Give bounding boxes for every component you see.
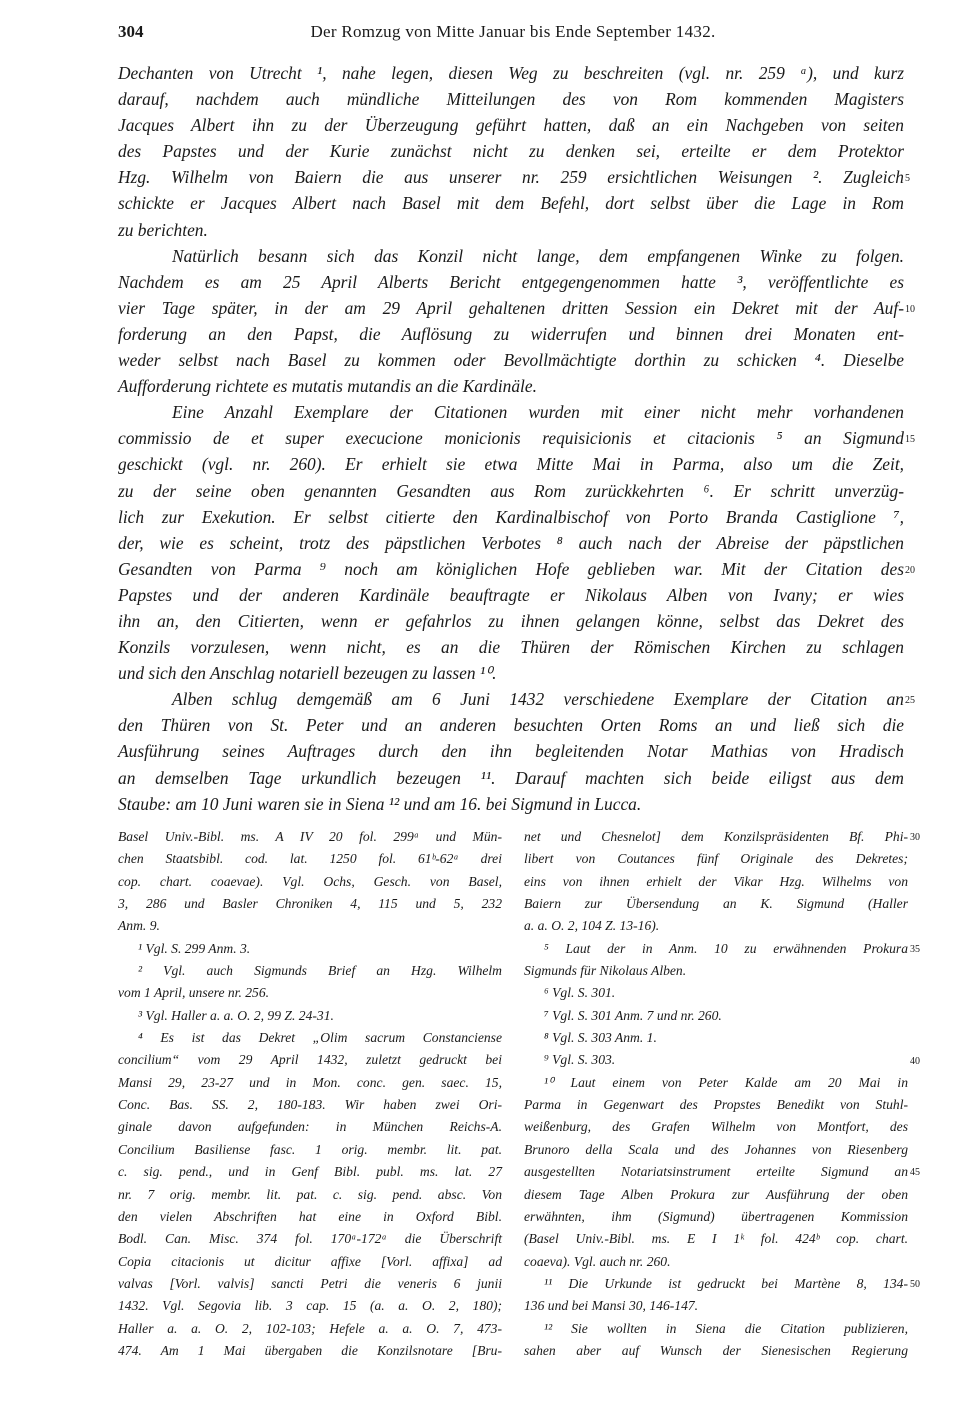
text-line: den Thüren von St. Peter und an anderen besuchten Orten Roms an und ließ sich die [118,715,904,736]
footnote-line: chen Staatsbibl. cod. lat. 1250 fol. 61ᵇ-62ᵃ drei [118,851,502,867]
footnote-line: Mansi 29, 23-27 und in Mon. conc. gen. saec. 15, [118,1074,502,1090]
footnote-line: 474. Am 1 Mai übergaben die Konzilsnotare [Bru- [118,1342,502,1358]
text-line: Staube: am 10 Juni waren sie in Siena ¹² und am 16. bei Sigmund in Lucca. [118,793,642,814]
text-line: forderung an den Papst, die Auflösung zu widerrufen und binnen drei Monaten ent- [118,323,904,344]
footnote-line: Brunoro della Scala und des Johannes von Riesenberg [524,1141,908,1157]
footnote-line: Bodl. Can. Misc. 374 fol. 170ᵃ-172ᵃ die Überschrift [118,1231,502,1247]
text-line: Eine Anzahl Exemplare der Citationen wurden mit einer nicht mehr vorhandenen [172,402,904,423]
text-line: Gesandten von Parma ⁹ noch am königlichen Hofe geblieben war. Mit der Citation des [118,558,904,579]
running-header [118,22,908,46]
footnote-line: ¹¹ Die Urkunde ist gedruckt bei Martène 8, 134- [544,1275,908,1291]
footnote-line: c. sig. pend., und in Genf Bibl. publ. ms. lat. 27 [118,1164,502,1180]
line-number: 25 [905,695,915,707]
footnotes-right-column [524,826,908,1362]
footnote-line: vom 1 April, unsere nr. 256. [118,985,270,1001]
footnote-line: 136 und bei Mansi 30, 146-147. [524,1298,699,1314]
footnote-line: erwähnten, ihm (Sigmund) übertragenen Kommission [524,1208,908,1224]
footnote-line: ⁹ Vgl. S. 303. [544,1052,616,1068]
text-line: zu der seine oben genannten Gesandten aus Rom zurückkehrten ⁶. Er schritt unverzüg- [118,480,904,501]
footnote-line: Parma in Gegenwart des Propstes Benedikt von Stuhl- [524,1097,908,1113]
line-number: 5 [905,173,910,185]
line-number: 30 [910,832,920,843]
line-number: 40 [910,1055,920,1067]
text-line: vier Tage später, in der am 29 April gehaltenen dritten Session ein Dekret mit der Auf- [118,297,904,318]
line-number: 10 [905,303,915,315]
footnote-line: Sigmunds für Nikolaus Alben. [524,963,687,979]
text-line: Natürlich besann sich das Konzil nicht lange, dem empfangenen Winke zu folgen. [172,245,904,266]
footnote-line: Copia citacionis ut dicitur affixe [Vorl. affixa] ad [118,1253,502,1269]
running-title: Der Romzug von Mitte Januar bis Ende September 1432. [310,22,716,41]
text-line: schickte er Jacques Albert nach Basel mit dem Befehl, dort selbst über die Lage in Rom [118,193,904,214]
footnote-line: eins von ihnen erhielt der Vikar Hzg. Wilhelms von [524,873,908,889]
footnote-line: ⁶ Vgl. S. 301. [544,985,616,1001]
footnote-line: concilium“ vom 29 April 1432, zuletzt gedruckt bei [118,1052,502,1068]
text-line: ihn an, den Citierten, wenn er gefahrlos zu ihnen gelangen könne, selbst das Dekret des [118,610,904,631]
footnote-line: Conc. Bas. SS. 2, 180-183. Wir haben zwei Ori- [118,1097,502,1113]
text-line: und sich den Anschlag notariell bezeugen zu lassen ¹⁰. [118,663,497,684]
footnote-line: (Basel Univ.-Bibl. ms. E I 1ᵏ fol. 424ᵇ cop. chart. [524,1231,908,1247]
line-number: 20 [905,564,915,576]
footnote-line: 3, 286 und Basler Chroniken 4, 115 und 5, 232 [118,896,502,912]
footnote-line: Basel Univ.-Bibl. ms. A IV 20 fol. 299ᵃ und Mün- [118,829,502,844]
footnote-line: ¹ Vgl. S. 299 Anm. 3. [138,940,251,956]
line-number: 50 [910,1279,920,1290]
footnote-line: ¹² Sie wollten in Siena die Citation publizieren, [544,1320,908,1336]
footnote-line: weißenburg, des Grafen Wilhelm von Montfort, des [524,1119,908,1135]
footnote-line: cop. chart. coaevae). Vgl. Ochs, Gesch. von Basel, [118,873,502,889]
footnote-line: ⁵ Laut der in Anm. 10 zu erwähnenden Prokura [544,940,908,956]
footnote-line: coaeva). Vgl. auch nr. 260. [524,1253,671,1269]
text-line: zu berichten. [118,219,208,240]
footnote-line: libert von Coutances fünf Originale des Dekretes; [524,851,908,867]
text-line: an demselben Tage urkundlich bezeugen ¹¹. Darauf machten sich beide eiligst aus dem [118,767,904,788]
footnote-line: ⁴ Es ist das Dekret „Olim sacrum Constanciense [138,1030,502,1046]
footnote-line: ² Vgl. auch Sigmunds Brief an Hzg. Wilhelm [138,963,502,979]
text-line: Jacques Albert ihn zu der Überzeugung geführt hatten, daß an ein Nachgeben von seiten [118,115,904,136]
footnote-line: 1432. Vgl. Segovia lib. 3 cap. 15 (a. a. O. 2, 180); [118,1298,502,1314]
text-line: Aufforderung richtete es mutatis mutandis an die Kardinäle. [118,376,537,397]
line-number: 15 [905,434,915,446]
text-line: lich zur Exekution. Er selbst citierte den Kardinalbischof von Porto Branda Castiglione ⁷, [118,506,904,527]
text-line: Alben schlug demgemäß am 6 Juni 1432 verschiedene Exemplare der Citation an [172,689,904,710]
footnote-line: sahen aber auf Wunsch der Sienesischen Regierung [524,1342,908,1358]
main-text [118,60,904,817]
footnote-line: ¹⁰ Laut einem von Peter Kalde am 20 Mai in [544,1074,908,1090]
line-number: 35 [910,943,920,955]
footnote-line: valvas [Vorl. valvis] sancti Petri die veneris 6 junii [118,1275,502,1291]
footnote-line: nr. 7 orig. membr. lit. pat. c. sig. pend. absc. Von [118,1186,502,1202]
text-line: Nachdem es am 25 April Alberts Bericht entgegengenommen hatte ³, veröffentlichte es [118,271,904,292]
footnote-line: Baiern zur Übersendung an K. Sigmund (Haller [524,896,908,912]
footnote-line: net und Chesnelot] dem Konzilspräsidenten Bf. Phi- [524,829,908,844]
text-line: weder selbst nach Basel zu kommen oder Bevollmächtigte dorthin zu schicken ⁴. Dieselbe [118,350,904,371]
footnote-line: diesem Tage Alben Prokura zur Ausführung der oben [524,1186,908,1202]
text-line: Ausführung seines Auftrages durch den ihn begleitenden Notar Mathias von Hradisch [118,741,904,762]
line-number: 45 [910,1167,920,1179]
footnote-line: Anm. 9. [118,918,160,934]
footnote-line: Haller a. a. O. 2, 102-103; Hefele a. a. O. 7, 473- [118,1320,502,1336]
footnote-line: Concilium Basiliense fasc. 1 orig. membr. lit. pat. [118,1141,502,1157]
text-line: Dechanten von Utrecht ¹, nahe legen, diesen Weg zu beschreiten (vgl. nr. 259 ᵃ), und kurz [118,63,904,83]
footnote-line: a. a. O. 2, 104 Z. 13-16). [524,918,660,934]
footnotes-left-column [118,826,502,1362]
footnote-line: ³ Vgl. Haller a. a. O. 2, 99 Z. 24-31. [138,1007,334,1023]
text-line: Konzils vorzulesen, wenn nicht, es an die Thüren der Römischen Kirchen zu schlagen [118,637,904,658]
text-line: Papstes und der anderen Kardinäle beauftragte er Nikolaus Alben von Ivany; er wies [118,584,904,605]
footnote-line: ⁷ Vgl. S. 301 Anm. 7 und nr. 260. [544,1007,722,1023]
footnote-line: ⁸ Vgl. S. 303 Anm. 1. [544,1030,657,1046]
footnote-line: ginale davon aufgefunden: in München Reichs-A. [118,1119,502,1135]
text-line: commissio de et super execucione monicionis requisicionis et citacionis ⁵ an Sigmund [118,428,904,449]
text-line: des Papstes und der Kurie zunächst nicht zu denken sei, erteilte er dem Protektor [118,141,904,162]
footnote-line: ausgestellten Notariatsinstrument erteilte Sigmund an [524,1164,908,1180]
text-line: der, wie es scheint, trotz des päpstlichen Verbotes ⁸ auch nach der Abreise der päpstlichen [118,532,904,553]
footnote-line: den vielen Abschriften hat eine in Oxford Bibl. [118,1208,502,1224]
text-line: darauf, nachdem auch mündliche Mitteilungen des von Rom kommenden Magisters [118,89,904,110]
page-number: 304 [118,22,144,41]
text-line: geschickt (vgl. nr. 260). Er erhielt sie etwa Mitte Mai in Parma, also um die Zeit, [118,454,904,475]
text-line: Hzg. Wilhelm von Baiern die aus unserer nr. 259 ersichtlichen Weisungen ². Zugleich [118,167,904,188]
